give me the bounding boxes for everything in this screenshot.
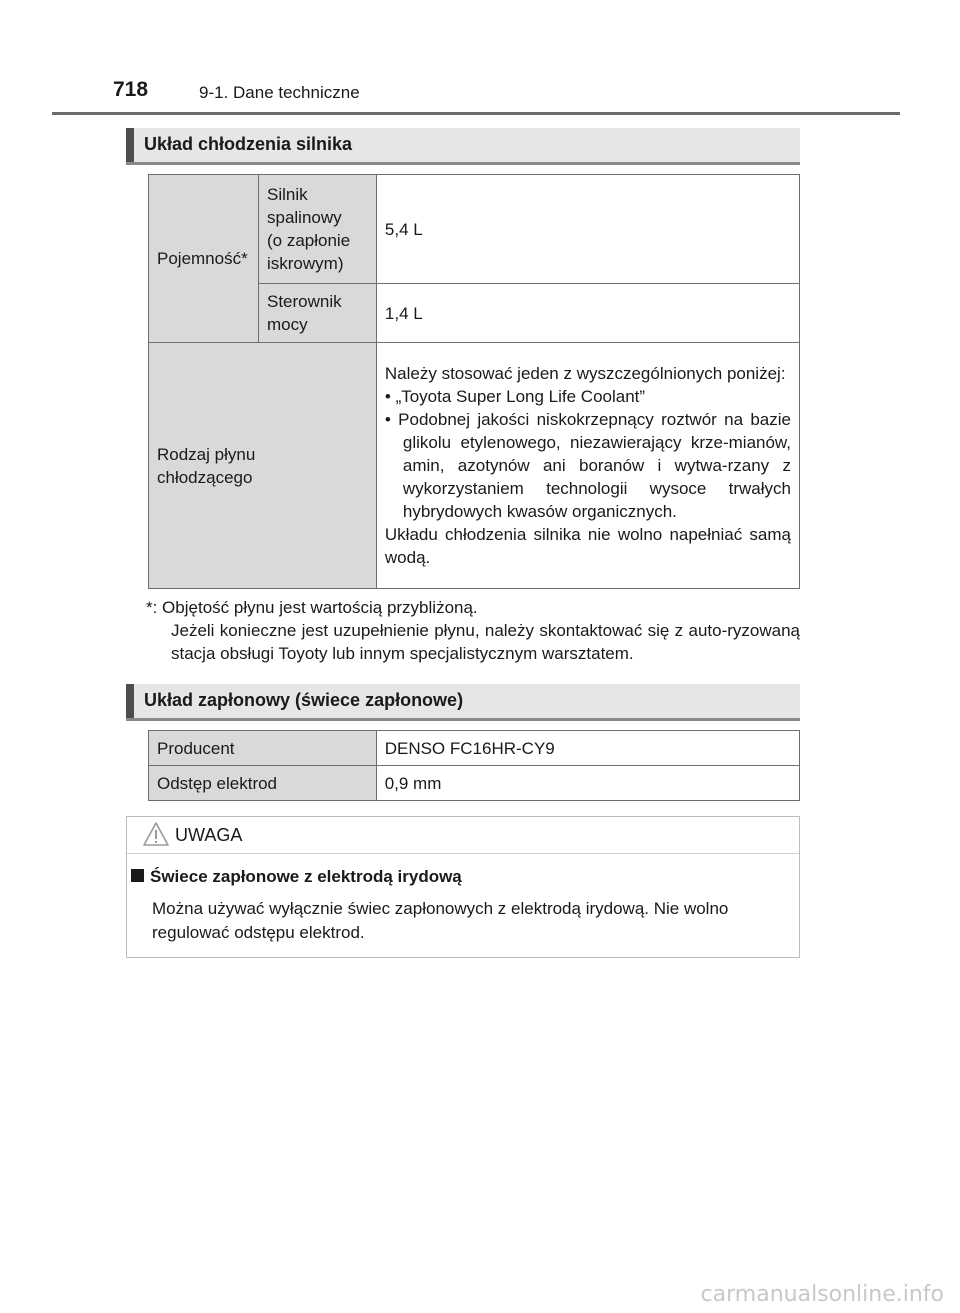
- coolant-item: • Podobnej jakości niskokrzepnący roztwór na bazie glikolu etylenowego, niezawierający krze-mianów, amin, azotynów ani boranów i wytwa-rzany z wykorzystaniem technologii wysoce trwałych hybrydowych kwasów organicznych.: [384, 410, 791, 521]
- coolant-outro: Układu chłodzenia silnika nie wolno napełniać samą wodą.: [384, 525, 791, 567]
- inverter-sublabel-line: mocy: [266, 315, 308, 334]
- warning-label: UWAGA: [175, 825, 243, 845]
- table-row: [149, 343, 800, 589]
- warning-header: [127, 817, 799, 854]
- section-marker: [126, 684, 134, 718]
- capacity-label: Pojemność*: [149, 175, 259, 343]
- table-row: [149, 731, 800, 766]
- page-header: [0, 0, 960, 115]
- coolant-type-label-line: chłodzącego: [157, 467, 253, 487]
- spec-value: DENSO FC16HR-CY9: [376, 731, 799, 766]
- engine-sublabel: [258, 175, 376, 284]
- coolant-type-label: [149, 343, 377, 589]
- inverter-sublabel-line: Sterownik: [266, 292, 342, 311]
- footnote-line: *: Objętość płynu jest wartością przybliżoną.: [146, 598, 478, 617]
- table-row: [149, 175, 800, 284]
- table-row: [149, 766, 800, 801]
- spec-label: Producent: [149, 731, 377, 766]
- section-title: Układ zapłonowy (świece zapłonowe): [144, 690, 464, 710]
- warning-item-title: [131, 867, 462, 887]
- footnote: [146, 596, 800, 665]
- cooling-spec-table: [148, 174, 800, 589]
- section-marker: [126, 128, 134, 162]
- spec-value: 0,9 mm: [376, 766, 799, 801]
- engine-capacity-value: 5,4 L: [376, 175, 799, 284]
- page-number: 718: [113, 78, 149, 101]
- coolant-type-value: [376, 343, 799, 589]
- warning-box: [126, 816, 800, 958]
- inverter-sublabel: [258, 284, 376, 343]
- warning-text: Można używać wyłącznie świec zapłonowych z elektrodą irydową. Nie wolno regulować odstępu elektrod.: [152, 899, 729, 942]
- engine-sublabel-line: (o zapłonie: [266, 231, 351, 250]
- square-bullet-icon: [131, 869, 144, 882]
- chapter-title: 9-1. Dane techniczne: [199, 83, 360, 102]
- ignition-spec-table: [148, 730, 800, 801]
- footnote-line: Jeżeli konieczne jest uzupełnienie płynu, należy skontaktować się z auto-ryzowaną stacja obsługi Toyoty lub innym specjalistycznym warsztatem.: [171, 621, 800, 663]
- warning-triangle-icon: [143, 821, 169, 847]
- engine-sublabel-line: iskrowym): [266, 254, 344, 273]
- spec-label: Odstęp elektrod: [149, 766, 377, 801]
- section-title: Układ chłodzenia silnika: [144, 134, 353, 154]
- warning-item-title-text: Świece zapłonowe z elektrodą irydową: [150, 867, 462, 886]
- coolant-type-label-line: Rodzaj płynu: [157, 444, 256, 464]
- inverter-capacity-value: 1,4 L: [376, 284, 799, 343]
- engine-sublabel-line: Silnik: [266, 185, 308, 204]
- engine-sublabel-line: spalinowy: [266, 208, 342, 227]
- section-heading-ignition: [126, 684, 800, 721]
- coolant-intro: Należy stosować jeden z wyszczególnionych poniżej:: [384, 364, 786, 383]
- header-divider: [52, 112, 900, 115]
- watermark: carmanualsonline.info: [700, 1282, 944, 1307]
- section-heading-cooling: [126, 128, 800, 165]
- coolant-item: • „Toyota Super Long Life Coolant”: [384, 387, 646, 406]
